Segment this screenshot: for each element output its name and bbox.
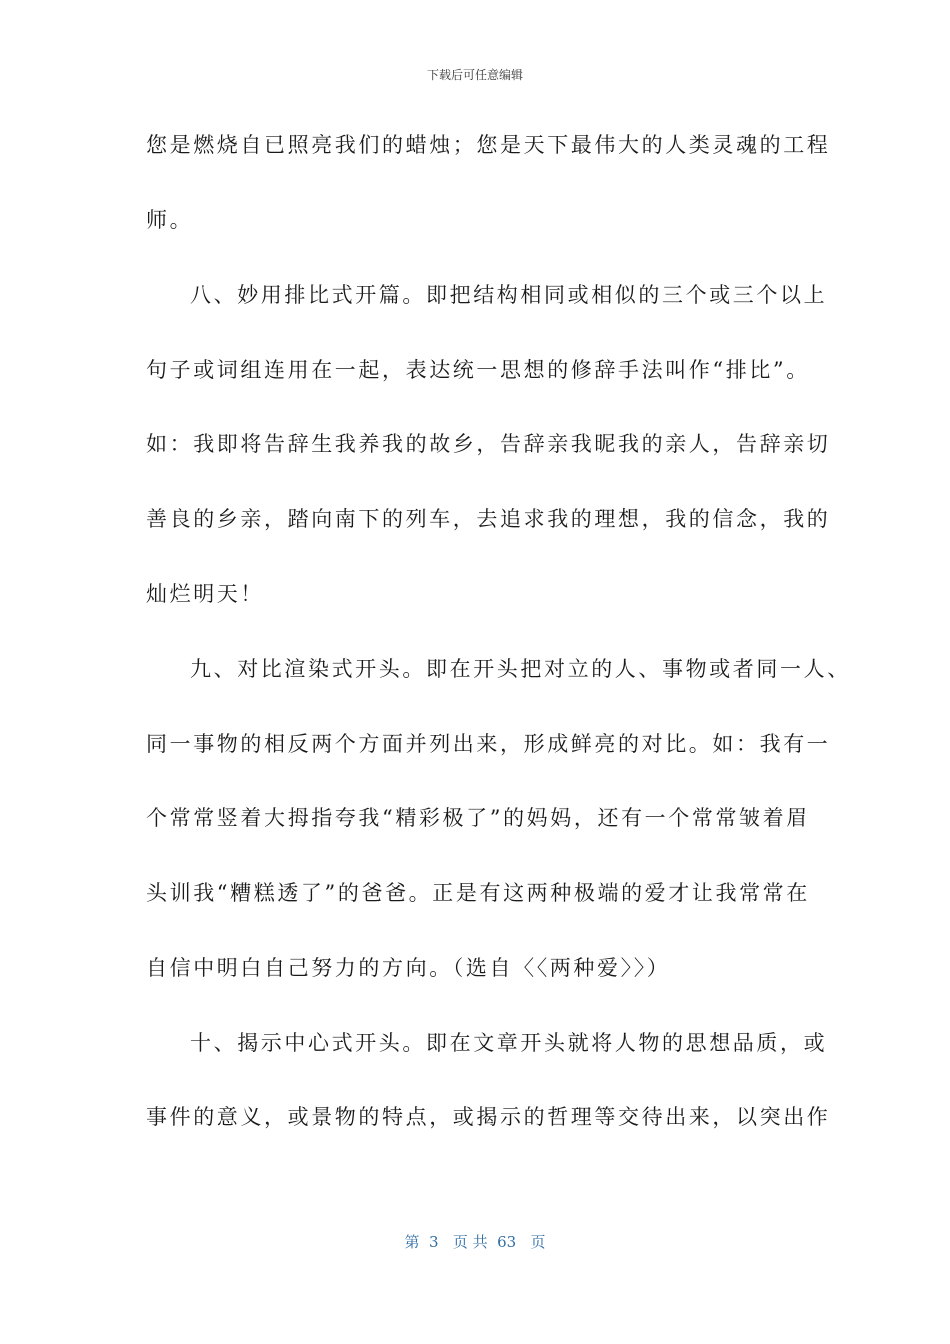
text-line: 如：我即将告辞生我养我的故乡，告辞亲我昵我的亲人，告辞亲切 [146,432,831,456]
text-line: 十、揭示中心式开头。即在文章开头就将人物的思想品质，或 [190,1031,828,1055]
text-line: 灿烂明天！ [146,582,264,606]
text-line: 自信中明白自己努力的方向。（选自〈〈两种爱〉〉） [146,956,671,980]
text-line: 您是燃烧自已照亮我们的蜡烛；您是天下最伟大的人类灵魂的工程 [146,133,831,157]
text-line: 个常常竖着大拇指夸我“精彩极了”的妈妈，还有一个常常皱着眉 [146,806,810,830]
text-line: 头训我“糟糕透了”的爸爸。正是有这两种极端的爱才让我常常在 [146,881,810,905]
text-line: 句子或词组连用在一起，表达统一思想的修辞手法叫作“排比”。 [146,358,810,382]
page-number-footer: 第 3 页 共 63 页 [404,1233,546,1251]
text-line: 同一事物的相反两个方面并列出来，形成鲜亮的对比。如：我有一 [146,732,831,756]
page-header-note: 下载后可任意编辑 [426,68,523,82]
text-line: 师。 [146,208,194,232]
text-line: 善良的乡亲，踏向南下的列车，去追求我的理想，我的信念，我的 [146,507,831,531]
text-line: 九、对比渲染式开头。即在开头把对立的人、事物或者同一人、 [190,657,851,681]
text-line: 事件的意义，或景物的特点，或揭示的哲理等交待出来，以突出作 [146,1105,831,1129]
text-line: 八、妙用排比式开篇。即把结构相同或相似的三个或三个以上 [190,283,828,307]
